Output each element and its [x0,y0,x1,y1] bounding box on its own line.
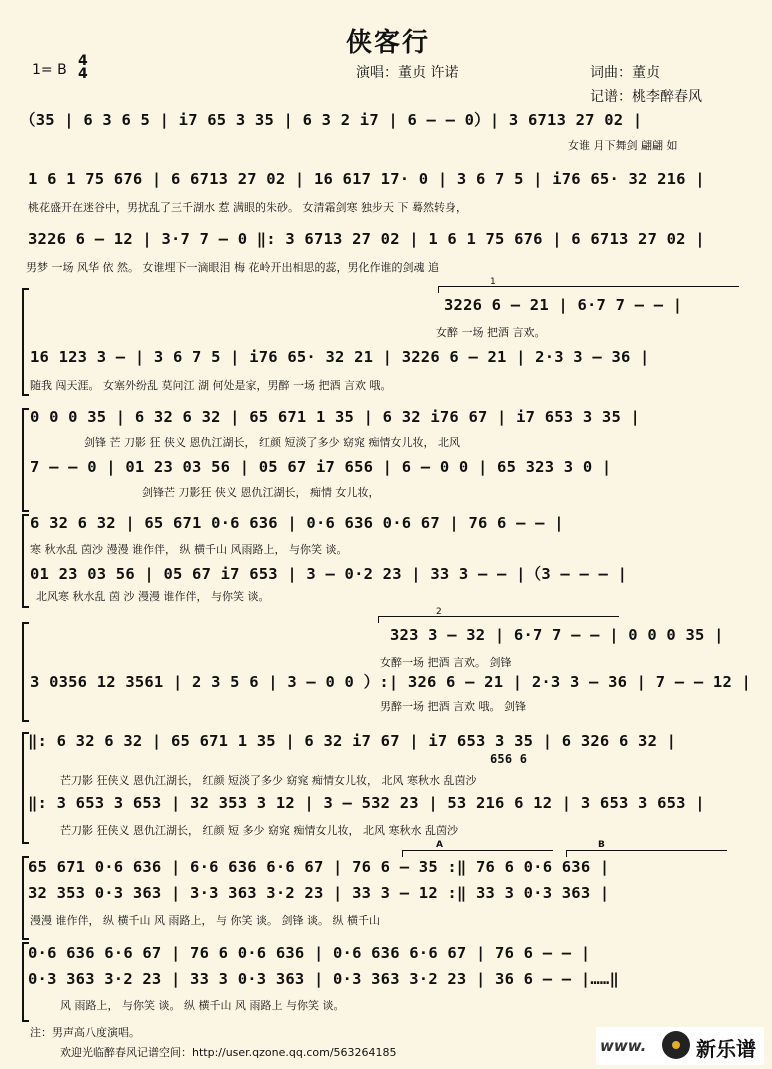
volta-2-bracket [378,616,619,623]
notation-row: 65 671 0·6 636 | 6·6 636 6·6 67 | 76 6 – 35 :‖ 76 6 0·6 636 | [28,858,610,876]
time-denominator: 4 [78,66,88,82]
system-bracket [22,288,29,396]
time-signature [78,55,88,81]
notation-row: 3226 6 – 12 | 3·7 7 – 0 ‖: 3 6713 27 02 | 1 6 1 75 676 | 6 6713 27 02 | [28,230,705,248]
volta-b-bracket [566,850,727,857]
lyrics-row: 寒 秋水乱 茵沙 漫漫 谁作伴， 纵 横千山 风雨路上， 与你笑 谈。 [30,543,348,556]
notation-row: 323 3 – 32 | 6·7 7 – – | 0 0 0 35 | [390,626,724,644]
lyrics-row: 北风寒 秋水乱 茵 沙 漫漫 谁作伴， 与你笑 谈。 [36,590,270,603]
lyrics-row: 随我 闯天涯。 女塞外纷乱 莫问江 湖 何处是家，男醉 一场 把酒 言欢 哦。 [30,379,392,392]
lyrics-row: 桃花盛开在迷谷中，男扰乱了三千湖水 惹 满眼的朱砂。 女清霜剑寒 独步天 下 蓦然转身， [28,201,467,214]
transcriber: 记谱：桃李醉春风 [590,89,702,105]
lyrics-row: 男梦 一场 风华 依 然。 女谁埋下一滴眼泪 梅 花岭开出相思的蕊，男化作谁的剑魂 追 [26,261,439,274]
lyrics-row: 女谁 月下舞剑 翩翩 如 [568,139,678,152]
notation-row: 0·6 636 6·6 67 | 76 6 0·6 636 | 0·6 636 6·6 67 | 76 6 – – | [28,944,591,962]
time-numerator: 4 [78,53,88,69]
composer: 词曲：董贞 [590,65,660,81]
notation-row: 6 32 6 32 | 65 671 0·6 636 | 0·6 636 0·6 67 | 76 6 – – | [30,514,564,532]
lyrics-row: 男醉一场 把酒 言欢 哦。 剑锋 [380,700,526,713]
visit-link-text: 欢迎光临醉春风记谱空间：http://user.qzone.qq.com/563264185 [60,1046,397,1059]
system-bracket [22,408,29,512]
notation-row: ‖: 6 32 6 32 | 65 671 1 35 | 6 32 i7 67 | i7 653 3 35 | 6 326 6 32 | [28,732,677,750]
lyrics-row: 漫漫 谁作伴， 纵 横千山 风 雨路上， 与 你笑 谈。 剑锋 谈。 纵 横千山 [30,914,380,927]
vinyl-disc-icon [662,1031,690,1059]
key-signature: 1= B [32,62,67,78]
song-title: 侠客行 [346,28,431,58]
notation-row: ‖: 3 653 3 653 | 32 353 3 12 | 3 – 532 23 | 53 216 6 12 | 3 653 3 653 | [28,794,705,812]
lyrics-row: 剑锋芒 刀影狂 侠义 恩仇江湖长， 痴情 女儿妆， [142,486,380,499]
volta-b-label: B [598,840,605,850]
volta-2-number: 2 [436,607,442,617]
volta-1-bracket [438,286,739,293]
notation-row: 1 6 1 75 676 | 6 6713 27 02 | 16 617 17· 0 | 3 6 7 5 | i76 65· 32 216 | [28,170,705,188]
system-bracket [22,622,29,722]
notation-row: （35 | 6 3 6 5 | i7 65 3 35 | 6 3 2 i7 | 6 – – 0）| 3 6713 27 02 | [20,111,643,129]
notation-row: 3226 6 – 21 | 6·7 7 – – | [444,296,683,314]
lyrics-row: 芒刀影 狂侠义 恩仇江湖长， 红颜 短 多少 窈窕 痴情女儿妆， 北风 寒秋水 乱茵沙 [60,824,458,837]
site-logo [596,1027,764,1065]
notation-row: 0·3 363 3·2 23 | 33 3 0·3 363 | 0·3 363 3·2 23 | 36 6 – – |……‖ [28,970,619,988]
logo-www: www. [600,1037,647,1055]
volta-a-bracket [402,850,553,857]
notation-row: 01 23 03 56 | 05 67 i7 653 | 3 – 0·2 23 | 33 3 – – |（3 – – – | [30,565,628,583]
performance-note: 注：男声高八度演唱。 [30,1026,140,1039]
volta-1-number: 1 [490,277,496,287]
lyrics-row: 女醉 一场 把酒 言欢。 [436,326,546,339]
notation-row: 3 0356 12 3561 | 2 3 5 6 | 3 – 0 0 ）:| 326 6 – 21 | 2·3 3 – 36 | 7 – – 12 | [30,673,752,691]
notation-row: 7 – – 0 | 01 23 03 56 | 05 67 i7 656 | 6 – 0 0 | 65 323 3 0 | [30,458,612,476]
lyrics-row: 剑锋 芒 刀影 狂 侠义 恩仇江湖长， 红颜 短淡了多少 窈窕 痴情女儿妆， 北风 [84,436,460,449]
system-bracket [22,514,29,608]
notation-row: 0 0 0 35 | 6 32 6 32 | 65 671 1 35 | 6 32 i76 67 | i7 653 3 35 | [30,408,641,426]
volta-a-label: A [436,840,443,850]
logo-brand: 新乐谱 [696,1037,756,1061]
inner-voice-notes: 656 6 [490,752,528,766]
lyrics-row: 芒刀影 狂侠义 恩仇江湖长， 红颜 短淡了多少 窈窕 痴情女儿妆， 北风 寒秋水 乱茵沙 [60,774,477,787]
lyrics-row: 女醉一场 把酒 言欢。 剑锋 [380,656,512,669]
notation-row: 16 123 3 – | 3 6 7 5 | i76 65· 32 21 | 3226 6 – 21 | 2·3 3 – 36 | [30,348,650,366]
lyrics-row: 风 雨路上， 与你笑 谈。 纵 横千山 风 雨路上 与你笑 谈。 [60,999,345,1012]
singers: 演唱：董贞 许诺 [356,65,459,81]
notation-row: 32 353 0·3 363 | 3·3 363 3·2 23 | 33 3 – 12 :‖ 33 3 0·3 363 | [28,884,610,902]
